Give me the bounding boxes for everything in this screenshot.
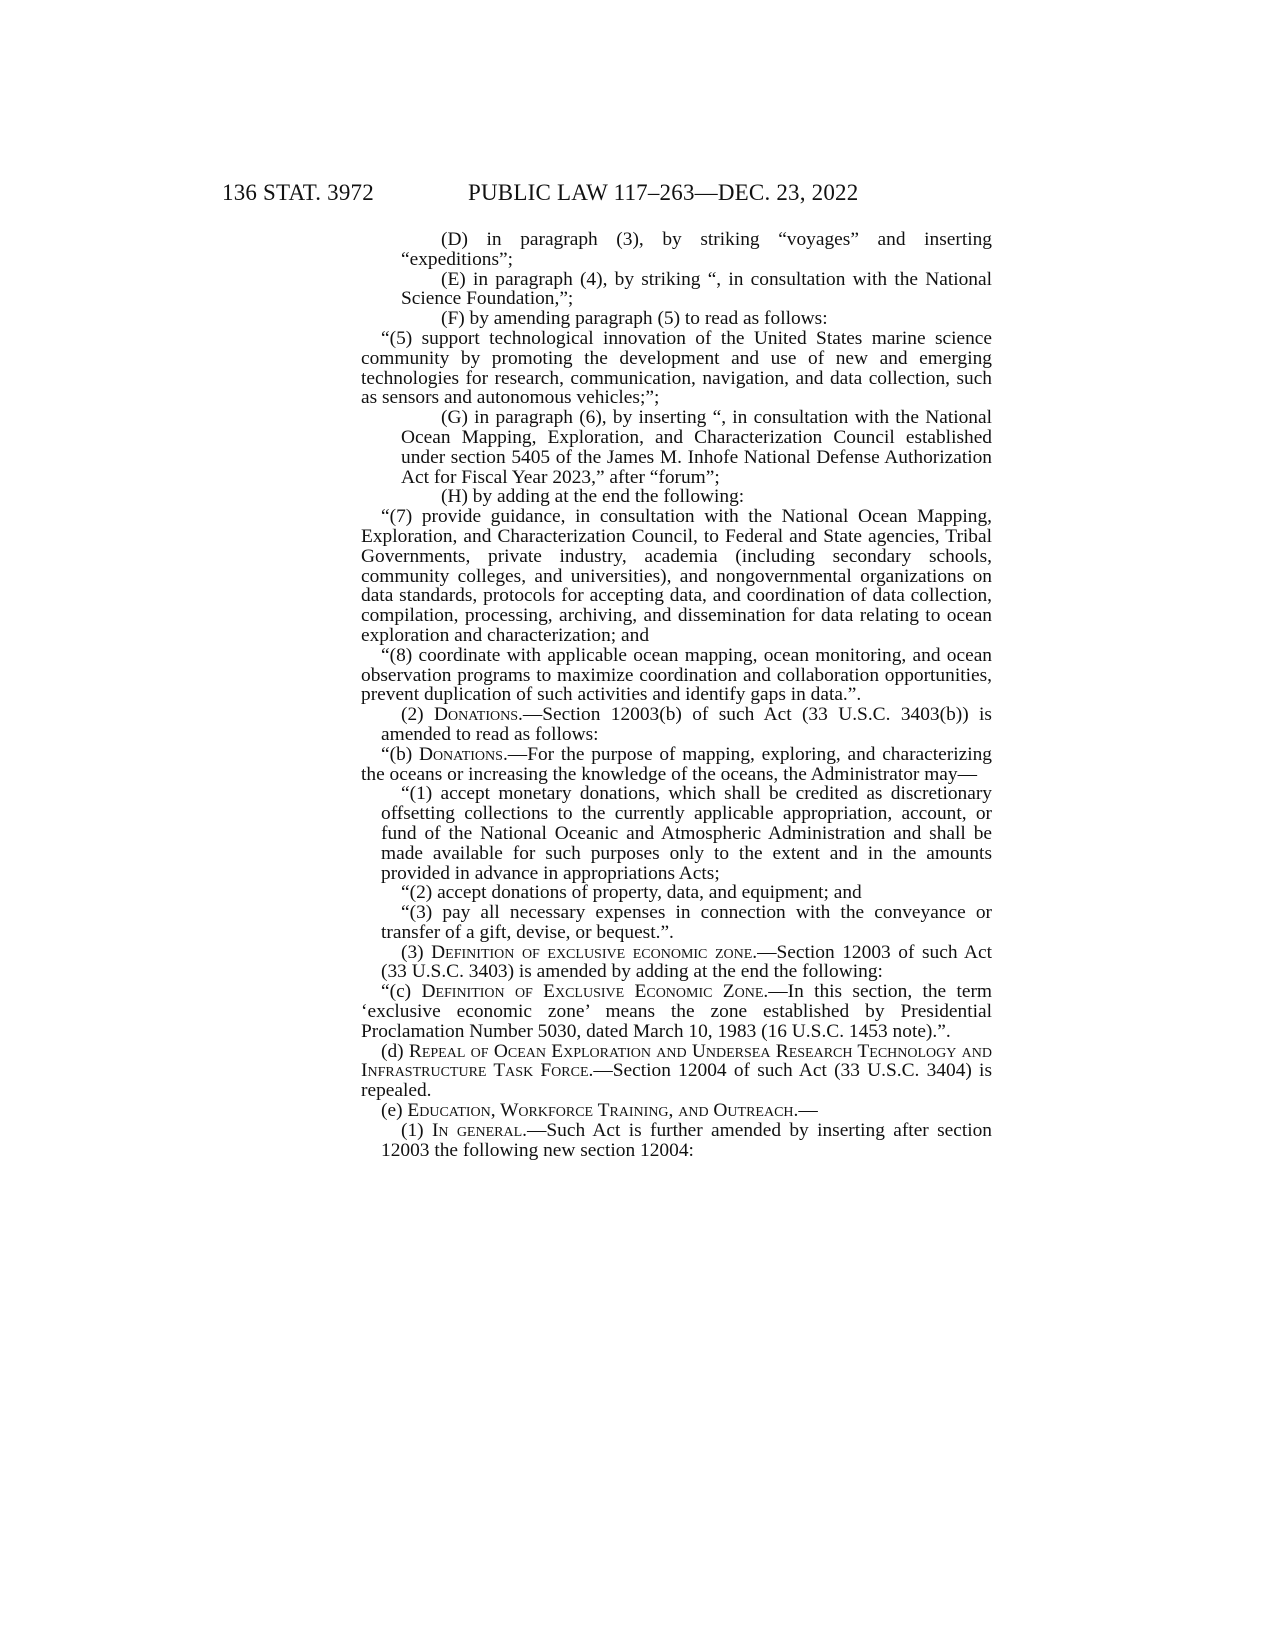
paragraph-text: “(5) support technological innovation of the United States marine science community by promoting the development and use of new and emerging technologies for research, communication, navigation, and data collection, such as sensors and autonomous vehicles;”; [361, 327, 992, 409]
paragraph [361, 982, 992, 1041]
paragraph-text: “(c) [381, 981, 422, 1003]
paragraph [361, 329, 992, 408]
paragraph-text: .—Section 12003 of such Act (33 U.S.C. 3403) is amended by adding at the end the following: [381, 941, 993, 983]
paragraph-heading: Donations [418, 743, 503, 765]
paragraph-text: “(8) coordinate with applicable ocean mapping, ocean monitoring, and ocean observation programs to maximize coordination and collaboration opportunities, prevent duplication of such activities and identify gaps in data.”. [361, 644, 992, 706]
paragraph-text: (e) [381, 1100, 408, 1122]
paragraph-text: “(2) accept donations of property, data, and equipment; and [401, 882, 862, 904]
paragraph-text: (d) [381, 1040, 409, 1062]
paragraph-text: .—Section 12003(b) of such Act (33 U.S.C. 3403(b)) is amended to read as follows: [381, 704, 992, 745]
paragraph-text: .—For the purpose of mapping, exploring, and characterizing the oceans or increasing the knowledge of the oceans, the Administrator may— [361, 743, 992, 785]
paragraph-text: .— [793, 1100, 818, 1122]
paragraph [361, 784, 992, 883]
paragraph-text: “(b) [381, 743, 419, 765]
paragraph-text: .—In this section, the term ‘exclusive economic zone’ means the zone established by Presidential Proclamation Number 5030, dated March 10, 1983 (16 U.S.C. 1453 note).”. [361, 981, 992, 1042]
paragraph-heading: Education, Workforce Training, and Outreach [407, 1100, 794, 1122]
document-body [361, 230, 992, 1160]
paragraph [361, 903, 992, 943]
paragraph-heading: Donations [433, 704, 518, 726]
paragraph-text: (1) [401, 1119, 432, 1141]
paragraph [361, 705, 992, 745]
paragraph [361, 309, 992, 329]
paragraph-text: .—Such Act is further amended by inserting after section 12003 the following new section 12004: [381, 1119, 992, 1161]
paragraph [361, 507, 992, 646]
paragraph-text: “(3) pay all necessary expenses in connection with the conveyance or transfer of a gift, devise, or bequest.”. [381, 902, 992, 943]
paragraph [361, 646, 992, 705]
statute-page-number: 136 STAT. 3972 [222, 180, 374, 205]
paragraph-text: “(7) provide guidance, in consultation with the National Ocean Mapping, Exploration, and Characterization Council, to Federal and State agencies, Tribal Governments, private industry, academia (including secondary schools, community colleges, and universities), and nongovernmental organizations on data standards, protocols for accepting data, and coordination of data collection, compilation, processing, archiving, and dissemination for data relating to ocean exploration and characterization; and [361, 506, 992, 646]
paragraph [361, 745, 992, 785]
paragraph-heading: Repeal of Ocean Exploration and Undersea Research Technology and Infrastructure Task Force [361, 1040, 992, 1082]
paragraph-text: (G) in paragraph (6), by inserting “, in consultation with the National Ocean Mapping, Exploration, and Characterization Council established under section 5405 of the James M. Inhofe National Defense Authorization Act for Fiscal Year 2023,” after “forum”; [401, 407, 992, 488]
paragraph-heading: In general [431, 1119, 523, 1141]
paragraph-heading: Definition of exclusive economic zone [431, 941, 753, 963]
paragraph [361, 487, 992, 507]
paragraph-heading: Definition of Exclusive Economic Zone [421, 981, 764, 1003]
page-header [0, 180, 1275, 216]
paragraph-text: (E) in paragraph (4), by striking “, in consultation with the National Science Foundation,”; [401, 268, 992, 310]
paragraph [361, 943, 992, 983]
paragraph [361, 1121, 992, 1161]
paragraph [361, 883, 992, 903]
paragraph [361, 408, 992, 487]
paragraph-text: (3) [401, 941, 432, 963]
paragraph [361, 270, 992, 310]
paragraph [361, 230, 992, 270]
paragraph-text: (D) in paragraph (3), by striking “voyages” and inserting “expeditions”; [401, 229, 992, 270]
public-law-title: PUBLIC LAW 117–263—DEC. 23, 2022 [468, 180, 859, 205]
paragraph-text: (2) [401, 704, 434, 726]
paragraph-text: (H) by adding at the end the following: [441, 486, 745, 508]
paragraph-text: (F) by amending paragraph (5) to read as follows: [441, 308, 828, 330]
paragraph-text: “(1) accept monetary donations, which shall be credited as discretionary offsetting collections to the currently applicable appropriation, account, or fund of the National Oceanic and Atmospheric Administration and shall be made available for such purposes only to the extent and in the amounts provided in advance in appropriations Acts; [381, 783, 992, 884]
paragraph [361, 1042, 992, 1101]
paragraph-text: .—Section 12004 of such Act (33 U.S.C. 3404) is repealed. [361, 1060, 992, 1102]
paragraph [361, 1101, 992, 1121]
